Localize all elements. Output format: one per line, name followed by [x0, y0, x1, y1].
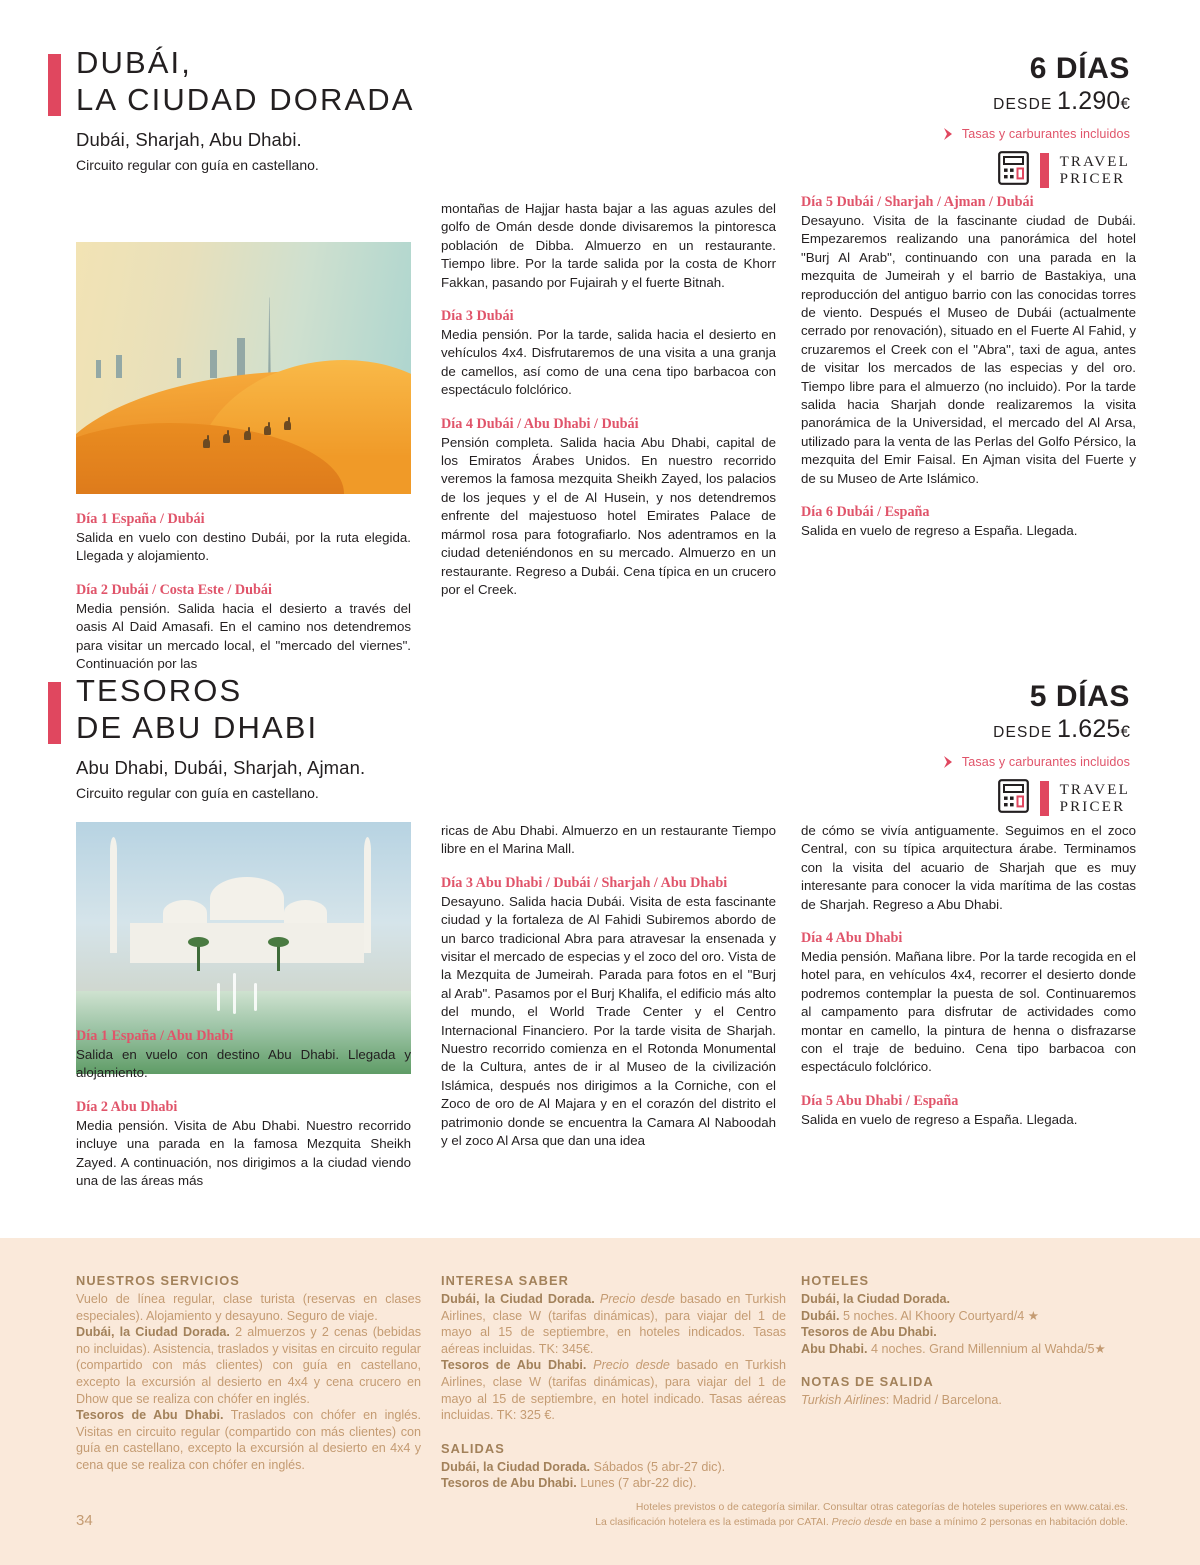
article-tour-type: Circuito regular con guía en castellano. — [76, 157, 319, 173]
footer-salidas-item-1-label: Dubái, la Ciudad Dorada. — [441, 1459, 591, 1474]
footer-salidas-item-1 — [441, 1459, 786, 1476]
footer-heading-notas: NOTAS DE SALIDA — [801, 1374, 934, 1390]
footer-column-hoteles — [801, 1272, 1146, 1409]
article-subtitle: Dubái, Sharjah, Abu Dhabi. — [76, 129, 302, 150]
day-body: Media pensión. Mañana libre. Por la tarde recogida en el hotel para, en vehículos 4x4, recorrer el desierto donde podremos contemplar la puesta de sol. Continuaremos al campamento para disfrutar de actividades como montar en camello, la pintura de henna o disfrazarse con el traje de beduino. Cena tipo barbacoa con espectáculo folclórico. — [801, 949, 1136, 1075]
travel-pricer-logo — [800, 151, 1130, 190]
disclaimer-line-1: Hoteles previstos o de categoría similar. Consultar otras categorías de hoteles superiores en www.catai.es. — [635, 1502, 1128, 1513]
footer-interesa-item-2 — [441, 1357, 786, 1423]
footer-heading-servicios: NUESTROS SERVICIOS — [76, 1273, 240, 1288]
disclaimer-line-2-b: en base a mínimo 2 personas en habitación doble. — [892, 1516, 1128, 1528]
footer-hoteles-group-2-label: Tesoros de Abu Dhabi. — [801, 1325, 937, 1340]
photo-palm — [277, 943, 280, 971]
brand-wordmark — [1060, 782, 1130, 816]
footer-hoteles-city-2-label: Abu Dhabi. — [801, 1341, 868, 1356]
footer-servicios-item-1-label: Dubái, la Ciudad Dorada. — [76, 1325, 230, 1340]
footer-interesa-item-2-text: basado en Turkish Airlines, clase W (tarifas dinámicas), para viajar del 1 de mayo al 15 de septiembre, en hotel indicado. Tasas aéreas incluidas. TK: 325 €. — [441, 1358, 786, 1423]
day-body: Desayuno. Salida hacia Dubái. Visita de esta fascinante ciudad y la fortaleza de Al Fahidi Subiremos abordo de un barco tradicional Abra para atravesar la ensenada y visitar el mercado de especias y el zoco del oro. Vista de la Mezquita de Jumeirah. Parada para fotos en el "Burj al Arab". Pasamos por el Burj Khalifa, el edificio más alto del mundo, el World Trade Center y el Centro Internacional Financiero. Por la tarde visita de Sharjah. Nuestro recorrido comienza en el Rotonda Monumental de la Cultura, antes de ir al Museo de la civilización Islámica, después nos dirigimos a la Corniche, con el Zoco de oro de Al Majara y en el corazón del distrito el patrimonio donde se encuentra la Camara Al Naboodah y el zoco Al Arsa que dan una idea — [441, 893, 776, 1149]
photo-camel — [203, 439, 210, 448]
photo-dome — [163, 900, 207, 925]
footer-heading-interesa: INTERESA SABER — [441, 1273, 569, 1288]
footer-hoteles-city-2-text: 4 noches. Grand Millennium al Wahda/5★ — [867, 1341, 1106, 1356]
continuation-text: ricas de Abu Dhabi. Almuerzo en un restaurante Tiempo libre en el Marina Mall. — [441, 823, 776, 857]
footer-hoteles-city-1-text: 5 noches. Al Khoory Courtyard/4 ★ — [839, 1308, 1040, 1323]
logo-accent-bar — [1040, 781, 1049, 816]
currency-symbol: € — [1120, 722, 1130, 741]
article-subtitle: Abu Dhabi, Dubái, Sharjah, Ajman. — [76, 757, 366, 778]
photo-dome — [284, 900, 328, 925]
photo-mosque-body — [130, 923, 365, 963]
page-number: 34 — [76, 1512, 93, 1529]
price-value: 1.625 — [1056, 715, 1121, 743]
day-body: Media pensión. Salida hacia el desierto a través del oasis Al Daid Amasafi. En el camino nos detendremos para visitar un mercado local, el "mercado del viernes". Continuación por las — [76, 600, 411, 672]
day-body: Media pensión. Visita de Abu Dhabi. Nuestro recorrido incluye una parada en la famosa Mezquita Sheikh Zayed. A continuación, nos dirigimos a la ciudad viendo una de las áreas más — [76, 1117, 411, 1189]
taxes-included-label: Tasas y carburantes incluidos — [961, 755, 1130, 769]
desde-label: DESDE — [993, 96, 1053, 113]
duration-label: 6 DÍAS — [1029, 52, 1130, 85]
photo-minaret — [110, 837, 117, 953]
day-body: Pensión completa. Salida hacia Abu Dhabi, capital de los Emiratos Árabes Unidos. En nuestro recorrido veremos la famosa mezquita Sheikh Zayed, los palacios de los jeques y el de Al Husein, y nos detendremos enfrente del majestuoso hotel Emirates Palace de mármol rosa para fotografiarlo. Nos adentramos en la ciudad deteniéndonos en su mercado. Almuerzo en un restaurante. Regreso a Dubái. Cena típica en un crucero por el Creek. — [441, 434, 776, 597]
price-value: 1.290 — [1056, 87, 1121, 115]
article-title-block — [76, 672, 696, 803]
footer-servicios-item-1-text: 2 almuerzos y 2 cenas (bebidas no incluidas). Asistencia, traslados y visitas en circuito regular (compartido con más clientes) con guía en castellano, excepto la excursión al desierto en 4x4 y cena crucero en Dhow que se realiza con chófer en inglés. — [76, 1325, 422, 1406]
day-heading: Día 3 Abu Dhabi / Dubái / Sharjah / Abu Dhabi — [441, 874, 728, 891]
brand-line-travel: TRAVEL — [1059, 153, 1130, 170]
footer-hoteles-group-1-label: Dubái, la Ciudad Dorada. — [801, 1292, 951, 1306]
footer-heading-salidas: SALIDAS — [441, 1440, 505, 1456]
footer-salidas-item-1-text: Sábados (5 abr-27 dic). — [590, 1459, 726, 1474]
photo-palm — [197, 943, 200, 971]
price-row — [800, 716, 1130, 746]
price-row — [800, 88, 1130, 118]
footer-hoteles-city-1-label: Dubái. — [801, 1308, 840, 1323]
article-title-block — [76, 44, 696, 175]
photo-camel — [264, 426, 271, 435]
itinerary-column-3 — [801, 193, 1136, 541]
day-body: Salida en vuelo de regreso a España. Llegada. — [801, 1111, 1078, 1127]
day-heading: Día 4 Dubái / Abu Dhabi / Dubái — [441, 415, 639, 432]
day-body: Desayuno. Visita de la fascinante ciudad de Dubái. Empezaremos realizando una panorámica del hotel "Burj Al Arab", continuando con una parada en la mezquita de Jumeirah y el barrio de Bastakiya, una reproducción del antiguo barrio con las conocidas torres de viento. Después el Museo de Dubái (actualmente cerrado por renovación), situado en el Fuerte Al Fahid, y cruzaremos el Creek con el "Abra", taxi de agua, antes de visitar los mercados de las especias y del oro. Tiempo libre para el almuerzo (no incluido). Por la tarde salida hacia Sharjah donde realizaremos la visita panorámica de la Universidad, el mercado del Al Arsa, utilizado para la venta de las Perlas del Golfo Pérsico, la mezquita del Emir Faisal. En Ajman visita del Fuerte y de su Museo de Arte Islámico. — [801, 213, 1136, 486]
article-photo-dubai — [76, 242, 411, 494]
photo-fountain — [217, 983, 220, 1011]
itinerary-column-1 — [76, 510, 411, 673]
price-block — [800, 680, 1130, 818]
desde-label: DESDE — [993, 724, 1053, 741]
page-disclaimer — [428, 1501, 1128, 1530]
page-title-line1: DUBÁI, — [76, 45, 192, 80]
footer-hoteles-group-1 — [801, 1291, 1146, 1308]
day-heading: Día 2 Dubái / Costa Este / Dubái — [76, 581, 272, 598]
page-title-line1: TESOROS — [76, 673, 243, 708]
footer-interesa-item-2-italic: Precio desde — [586, 1358, 670, 1373]
day-heading: Día 2 Abu Dhabi — [76, 1098, 178, 1115]
footer-servicios-item-2 — [76, 1407, 421, 1473]
brand-wordmark — [1060, 154, 1130, 188]
photo-fountain — [254, 983, 257, 1011]
day-body: Salida en vuelo con destino Abu Dhabi. Llegada y alojamiento. — [76, 1047, 411, 1081]
photo-fountain — [233, 973, 236, 1013]
disclaimer-line-2-italic: Precio desde — [831, 1516, 893, 1528]
title-accent-bar — [48, 54, 61, 116]
footer-interesa-item-1 — [441, 1291, 786, 1357]
footer-servicios-intro: Vuelo de línea regular, clase turista (reservas en clases especiales). Alojamiento y desayuno. Seguro de viaje. — [76, 1292, 421, 1323]
taxes-included-row — [800, 755, 1130, 769]
chevron-right-icon — [943, 755, 956, 769]
calculator-icon — [998, 779, 1029, 818]
article-tour-type: Circuito regular con guía en castellano. — [76, 785, 319, 801]
page-title-line2: LA CIUDAD DORADA — [76, 82, 415, 117]
price-block — [800, 52, 1130, 190]
photo-building — [210, 350, 217, 378]
itinerary-column-3 — [801, 822, 1136, 1129]
duration-label: 5 DÍAS — [1029, 680, 1130, 713]
brand-line-pricer: PRICER — [1059, 798, 1126, 815]
day-heading: Día 1 España / Abu Dhabi — [76, 1028, 234, 1044]
continuation-text: montañas de Hajjar hasta bajar a las aguas azules del golfo de Omán desde donde divisaremos la pintoresca población de Dibba. Almuerzo en un restaurante. Tiempo libre. Por la tarde salida por la costa de Khorr Fakkan, pasando por Fujairah y el fuerte Bitnah. — [441, 201, 776, 290]
taxes-included-row — [800, 127, 1130, 141]
itinerary-column-2 — [441, 200, 776, 599]
itinerary-column-2 — [441, 822, 776, 1151]
logo-accent-bar — [1040, 153, 1049, 188]
day-heading: Día 5 Dubái / Sharjah / Ajman / Dubái — [801, 194, 1034, 210]
photo-building — [237, 338, 245, 378]
photo-building — [116, 355, 122, 378]
day-heading: Día 6 Dubái / España — [801, 504, 930, 521]
day-body: Salida en vuelo con destino Dubái, por la ruta elegida. Llegada y alojamiento. — [76, 530, 411, 564]
title-accent-bar — [48, 682, 61, 744]
taxes-included-label: Tasas y carburantes incluidos — [961, 127, 1130, 141]
photo-camel — [284, 421, 291, 430]
day-body: Media pensión. Por la tarde, salida hacia el desierto en vehículos 4x4. Disfrutaremos de una visita a una granja de camellos, así como de una cena tipo barbacoa con espectáculo folclórico. — [441, 327, 776, 398]
footer-servicios-item-1 — [76, 1324, 421, 1407]
disclaimer-line-2-a: La clasificación hotelera es la estimada por CATAI. — [595, 1516, 832, 1528]
footer-interesa-item-1-text: basado en Turkish Airlines, clase W (tarifas dinámicas), para viajar del 1 de mayo al 15 de septiembre, en hoteles indicados. Tasas aéreas incluidas. TK: 345€. — [441, 1292, 786, 1356]
footer-notas-text — [801, 1392, 1146, 1409]
footer-salidas-item-2-label: Tesoros de Abu Dhabi. — [441, 1476, 577, 1491]
footer-heading-hoteles: HOTELES — [801, 1273, 870, 1288]
photo-dome — [210, 877, 284, 920]
footer-salidas-item-2 — [441, 1475, 786, 1492]
footer-interesa-item-1-italic: Precio desde — [594, 1292, 675, 1306]
footer-notas-routes: : Madrid / Barcelona. — [885, 1393, 1002, 1408]
continuation-text: de cómo se vivía antiguamente. Seguimos en el zoco Central, con su típica arquitectura árabe. Terminamos con la visita del acuario de Sharjah que es muy interesante para conocer la vida marítima de las costas de Sharjah. Regreso a Abu Dhabi. — [801, 823, 1136, 912]
day-heading: Día 3 Dubái — [441, 308, 514, 325]
footer-column-servicios — [76, 1272, 421, 1474]
photo-camel — [244, 431, 251, 440]
calculator-icon — [998, 151, 1029, 190]
footer-hoteles-city-1 — [801, 1308, 1146, 1325]
chevron-right-icon — [943, 127, 956, 141]
brand-line-travel: TRAVEL — [1059, 781, 1130, 798]
page-title-line2: DE ABU DHABI — [76, 710, 319, 745]
footer-hoteles-city-2 — [801, 1341, 1146, 1358]
day-body: Salida en vuelo de regreso a España. Llegada. — [801, 523, 1078, 539]
footer-notas-airline: Turkish Airlines — [801, 1393, 886, 1408]
footer-interesa-item-2-label: Tesoros de Abu Dhabi. — [441, 1358, 587, 1373]
footer-servicios-item-2-text: Traslados con chófer en inglés. Visitas en circuito regular (compartido con más clientes) con guía en castellano, excepto la excursión al desierto en 4x4 y cena que se realiza con chófer en inglés. — [76, 1408, 421, 1472]
footer-salidas-item-2-text: Lunes (7 abr-22 dic). — [576, 1476, 697, 1491]
footer-servicios-item-2-label: Tesoros de Abu Dhabi. — [76, 1408, 224, 1423]
day-heading: Día 4 Abu Dhabi — [801, 930, 903, 947]
photo-building — [96, 360, 101, 378]
travel-pricer-logo — [800, 779, 1130, 818]
currency-symbol: € — [1120, 94, 1130, 113]
brand-line-pricer: PRICER — [1059, 170, 1126, 187]
photo-minaret — [364, 837, 371, 953]
day-heading: Día 1 España / Dubái — [76, 511, 205, 527]
footer-interesa-item-1-label: Dubái, la Ciudad Dorada. — [441, 1292, 595, 1306]
photo-camel — [223, 434, 230, 443]
footer-column-interesa — [441, 1272, 786, 1492]
footer-hoteles-group-2 — [801, 1324, 1146, 1341]
photo-building — [177, 358, 181, 378]
itinerary-column-1 — [76, 1027, 411, 1190]
day-heading: Día 5 Abu Dhabi / España — [801, 1092, 959, 1109]
disclaimer-line-2 — [428, 1516, 1128, 1531]
